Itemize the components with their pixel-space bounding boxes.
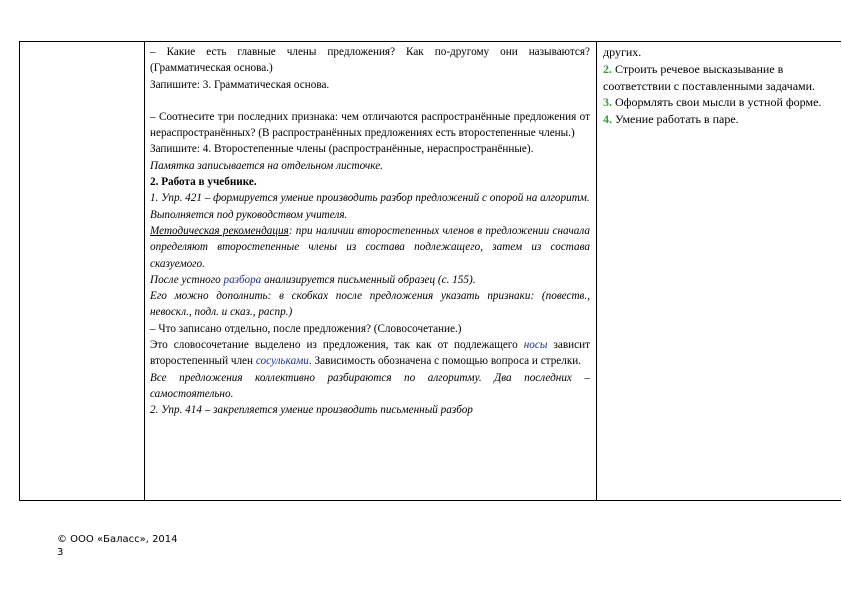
supplement-note: Его можно дополнить: в скобках после предложения указать признаки: (повеств., невоскл., подл. и сказ., распр.) — [150, 290, 590, 319]
methodical-recommendation — [150, 223, 590, 272]
lesson-content-column — [150, 44, 590, 419]
table-border-left — [19, 42, 20, 500]
collective-analysis-note: Все предложения коллективно разбираются по алгоритму. Два последних – самостоятельно. — [150, 371, 590, 400]
lesson-table — [19, 41, 841, 501]
column-divider-2 — [596, 42, 597, 500]
razbor-link: разбора — [223, 273, 262, 286]
column-divider-1 — [144, 42, 145, 500]
exercise-421: 1. Упр. 421 – формируется умение производить разбор предложений с опорой на алгоритм. — [150, 192, 590, 205]
write-item-3: Запишите: 3. Грамматическая основа. — [150, 78, 330, 91]
skill-continuation: других. — [603, 45, 642, 59]
skill-2: 2. Строить речевое высказывание в соответствии с поставленными задачами. — [603, 61, 816, 93]
question-phrase: – Что записано отдельно, после предложения? (Словосочетание.) — [150, 322, 462, 335]
recommendation-text: : при наличии второстепенных членов в предложении сначала определяют второстепенные члены из состава подлежащего, затем из состава сказуемого. — [150, 224, 590, 270]
skill-4: 4. Умение работать в паре. — [603, 112, 739, 127]
word-nosy: носы — [523, 339, 548, 352]
copyright-footer: © ООО «Баласс», 2014 — [57, 534, 178, 545]
question-compare: – Соотнесите три последних признака: чем отличаются распространённые предложения от нераспространённых? (В распространённых предложениях есть второстепенные члены.) — [150, 110, 590, 140]
phrase-explanation: Это словосочетание выделено из предложения, так как от подлежащего носы зависит второстепенный член сосульками. Зависимость обозначена с помощью вопроса и стрелки. — [150, 339, 590, 368]
recommendation-label: Методическая рекомендация — [150, 224, 289, 237]
skill-3: 3. Оформлять свои мысли в устной форме. — [603, 95, 822, 110]
word-sosulkami: сосульками — [255, 355, 309, 368]
write-item-4: Запишите: 4. Второстепенные члены (распространённые, нераспространённые). — [150, 143, 534, 156]
page-number: 3 — [57, 547, 64, 558]
section-heading-textbook: 2. Работа в учебнике. — [150, 176, 257, 189]
skills-column — [603, 44, 842, 128]
written-sample-note: После устного разбора анализируется письменный образец (с. 155). — [150, 273, 476, 286]
teacher-guided-note: Выполняется под руководством учителя. — [150, 208, 348, 221]
exercise-414: 2. Упр. 414 – закрепляется умение производить письменный разбор — [150, 404, 473, 417]
memo-note: Памятка записывается на отдельном листочке. — [150, 159, 383, 172]
question-main-members: – Какие есть главные члены предложения? Как по-другому они называются? (Грамматическая основа.) — [150, 46, 590, 75]
